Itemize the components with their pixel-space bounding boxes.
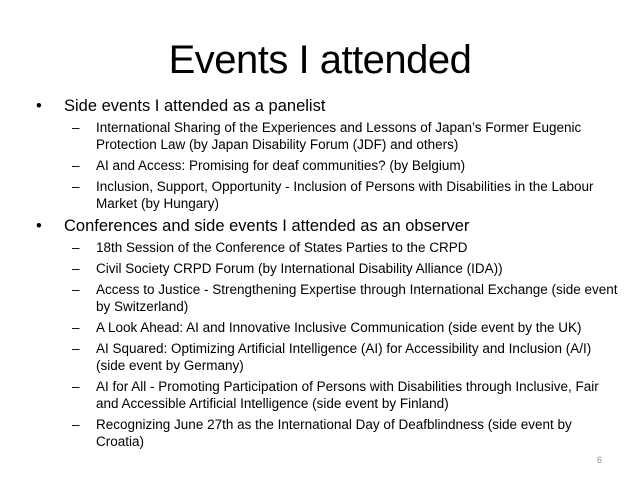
section-heading: • Side events I attended as a panelist [36,97,326,115]
list-item: – 18th Session of the Conference of States Parties to the CRPD [72,240,468,255]
dash-icon: – [72,179,80,194]
dash-icon: – [72,320,80,335]
slide-body [36,96,626,454]
list-item: – Inclusion, Support, Opportunity - Inclusion of Persons with Disabilities in the Labour Market (by Hungary) [72,179,594,211]
list-item: – Recognizing June 27th as the International Day of Deafblindness (side event by Croatia) [72,417,572,449]
list-item: – AI Squared: Optimizing Artificial Intelligence (AI) for Accessibility and Inclusion (A/I) (side event by Germany) [72,341,592,373]
list-item: – Access to Justice - Strengthening Expertise through International Exchange (side event by Switzerland) [72,282,618,314]
bullet-icon: • [36,97,42,115]
section-observer [36,216,626,450]
dash-icon: – [72,261,80,276]
bullet-icon: • [36,217,42,235]
slide-title: Events I attended [168,38,472,82]
section-heading: • Conferences and side events I attended as an observer [36,217,470,235]
list-item: – AI for All - Promoting Participation of Persons with Disabilities through Inclusive, Fair and Accessible Artificial Intelligence (side event by Finland) [72,379,599,411]
dash-icon: – [72,417,80,432]
dash-icon: – [72,120,80,135]
list-item: – AI and Access: Promising for deaf communities? (by Belgium) [72,158,466,173]
dash-icon: – [72,240,80,255]
list-item: – International Sharing of the Experiences and Lessons of Japan’s Former Eugenic Protection Law (by Japan Disability Forum (JDF) and others) [72,120,582,152]
list-item: – Civil Society CRPD Forum (by International Disability Alliance (IDA)) [72,261,503,276]
page-number: 6 [596,455,602,465]
dash-icon: – [72,341,80,356]
dash-icon: – [72,282,80,297]
dash-icon: – [72,379,80,394]
list-item: – A Look Ahead: AI and Innovative Inclusive Communication (side event by the UK) [72,320,582,335]
dash-icon: – [72,158,80,173]
section-panelist [36,96,626,212]
